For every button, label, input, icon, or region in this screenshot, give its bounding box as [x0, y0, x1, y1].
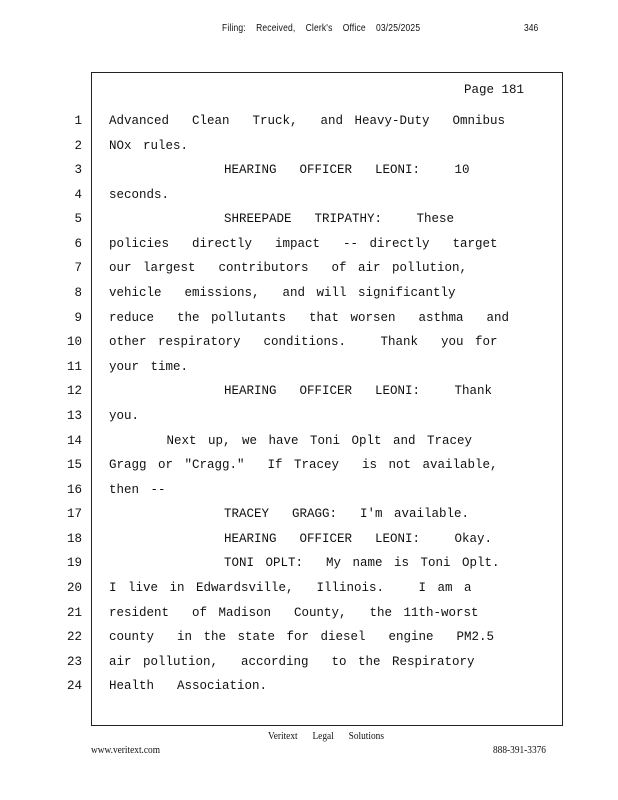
line-number: 20 — [66, 581, 82, 595]
line-number: 16 — [66, 483, 82, 497]
line-text: vehicle emissions, and will significantly — [109, 286, 456, 300]
line-number: 10 — [66, 335, 82, 349]
line-number: 2 — [74, 139, 82, 153]
line-number: 22 — [66, 630, 82, 644]
line-number: 11 — [66, 360, 82, 374]
filing-clerk: Clerk's — [305, 23, 333, 34]
line-text: HEARING OFFICER LEONI: Thank — [109, 384, 493, 398]
line-number: 3 — [74, 163, 82, 177]
line-number: 19 — [66, 556, 82, 570]
line-number: 17 — [66, 507, 82, 521]
line-number: 12 — [66, 384, 82, 398]
filing-office: Office — [342, 23, 366, 34]
line-number: 15 — [66, 458, 82, 472]
transcript-page-label: Page 181 — [464, 83, 525, 97]
line-number: 5 — [74, 212, 82, 226]
line-text: reduce the pollutants that worsen asthma and — [109, 311, 510, 325]
line-text: TRACEY GRAGG: I'm available. — [109, 507, 470, 521]
filing-received: Received, — [256, 23, 296, 34]
line-text: county in the state for diesel engine PM2.5 — [109, 630, 495, 644]
line-text: Health Association. — [109, 679, 268, 693]
document-page-number: 346 — [524, 23, 539, 34]
line-text: NOx rules. — [109, 139, 189, 153]
footer-website: www.veritext.com — [91, 744, 160, 756]
line-text: HEARING OFFICER LEONI: 10 — [109, 163, 470, 177]
line-text: Advanced Clean Truck, and Heavy-Duty Omnibus — [109, 114, 506, 128]
line-number: 23 — [66, 655, 82, 669]
line-text: I live in Edwardsville, Illinois. I am a — [109, 581, 472, 595]
line-number: 6 — [74, 237, 82, 251]
line-text: other respiratory conditions. Thank you for — [109, 335, 498, 349]
line-number: 24 — [66, 679, 82, 693]
line-number: 14 — [66, 434, 82, 448]
line-text: TONI OPLT: My name is Toni Oplt. — [109, 556, 500, 570]
line-number: 7 — [74, 261, 82, 275]
line-text: then -- — [109, 483, 166, 497]
line-text: seconds. — [109, 188, 170, 202]
line-text: you. — [109, 409, 140, 423]
line-text: Gragg or "Cragg." If Tracey is not available, — [109, 458, 498, 472]
line-number: 18 — [66, 532, 82, 546]
line-number: 8 — [74, 286, 82, 300]
line-number: 21 — [66, 606, 82, 620]
line-text: policies directly impact -- directly target — [109, 237, 498, 251]
line-number: 4 — [74, 188, 82, 202]
footer-company: Veritext Legal Solutions — [268, 730, 384, 742]
line-number: 9 — [74, 311, 82, 325]
line-text: air pollution, according to the Respiratory — [109, 655, 475, 669]
line-text: your time. — [109, 360, 189, 374]
line-text: SHREEPADE TRIPATHY: These — [109, 212, 455, 226]
filing-label: Filing: — [222, 23, 246, 34]
line-number: 1 — [74, 114, 82, 128]
filing-header — [222, 23, 430, 34]
line-text: Next up, we have Toni Oplt and Tracey — [109, 434, 473, 448]
footer-phone: 888-391-3376 — [493, 744, 546, 756]
line-text: resident of Madison County, the 11th-worst — [109, 606, 479, 620]
line-text: our largest contributors of air pollution, — [109, 261, 468, 275]
filing-date: 03/25/2025 — [375, 23, 421, 34]
line-number: 13 — [66, 409, 82, 423]
line-text: HEARING OFFICER LEONI: Okay. — [109, 532, 493, 546]
